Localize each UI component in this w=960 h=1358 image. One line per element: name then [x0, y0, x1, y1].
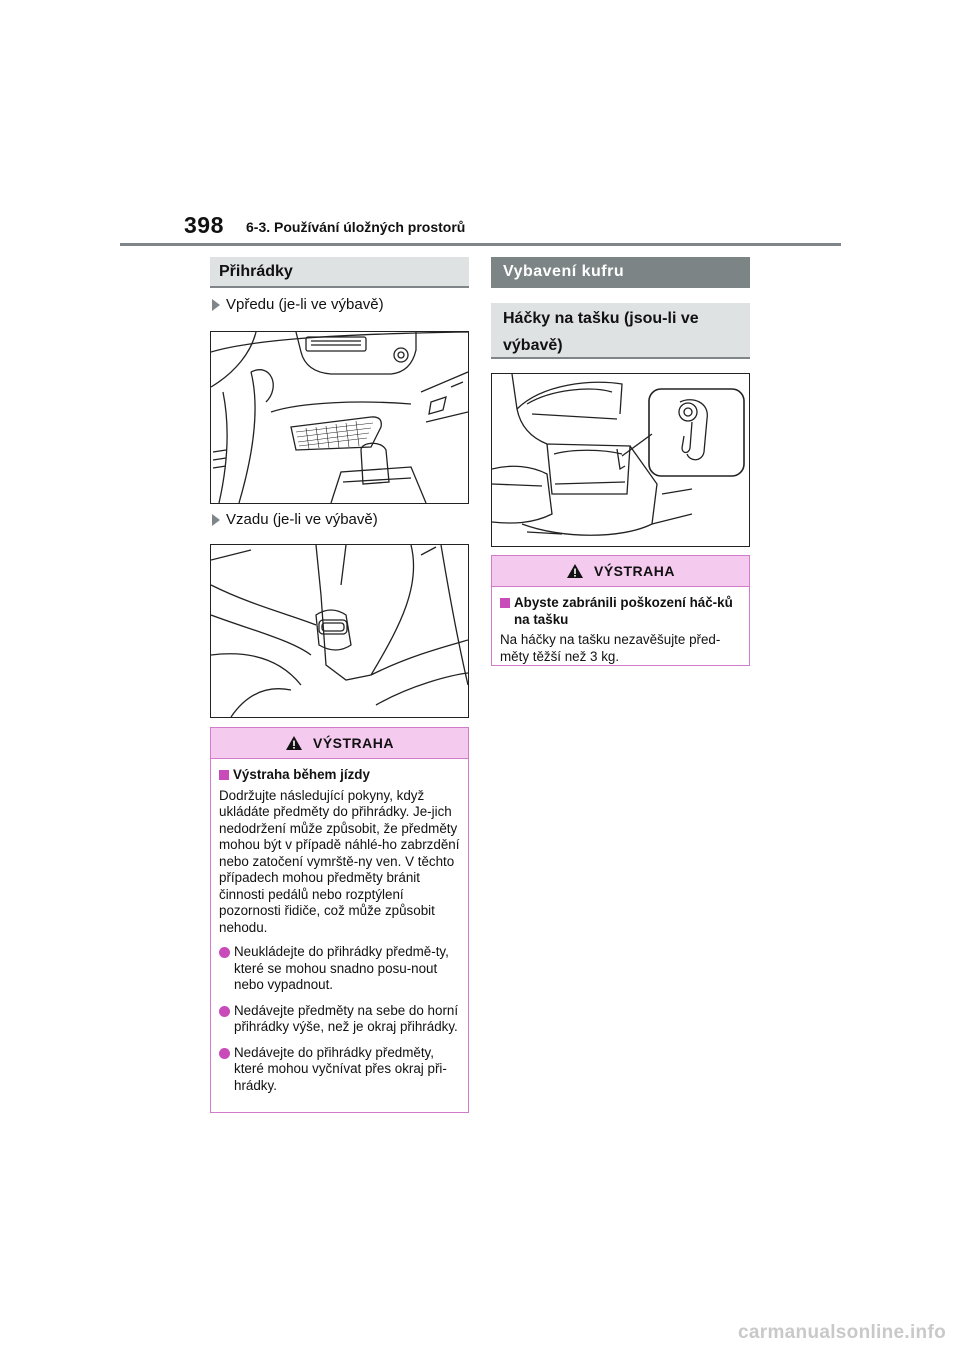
- trunk-drawing: [492, 374, 749, 546]
- warning-box-compartments: [210, 727, 469, 1113]
- warning-subhead: Výstraha během jízdy: [233, 767, 370, 782]
- circle-bullet-icon: [219, 947, 230, 958]
- section-title: 6-3. Používání úložných prostorů: [246, 219, 466, 235]
- trunk-bag-hook-illustration: [491, 373, 750, 547]
- subheading-bag-hooks: Háčky na tašku (jsou-li ve výbavě): [491, 303, 750, 359]
- arrow-right-icon: [212, 299, 220, 311]
- warning-bullet: [219, 944, 461, 994]
- front-label: Vpředu (je-li ve výbavě): [226, 296, 384, 313]
- warning-header: [211, 728, 468, 759]
- warning-title: VÝSTRAHA: [312, 735, 394, 751]
- front-label-item: [212, 296, 384, 313]
- warning-paragraph: Na háčky na tašku nezavěšujte před-měty těžší než 3 kg.: [500, 632, 721, 664]
- square-bullet-icon: [219, 770, 229, 780]
- warning-paragraph: Dodržujte následující pokyny, když ukládáte předměty do přihrádky. Je-jich nedodržení může způsobit, že předměty mohou být v případě náhlé-ho zabrzdění nebo zatočení vymrště-ny ven. V těchto případech mohou předměty bránit činnosti pedálů nebo rozptýlení pozornosti řidiče, což může způsobit nehodu.: [219, 787, 460, 935]
- rear-console-illustration: [210, 544, 469, 718]
- rear-console-drawing: [211, 545, 468, 717]
- header-rule: [120, 243, 841, 246]
- arrow-right-icon: [212, 514, 220, 526]
- warning-bullet-text: Nedávejte předměty na sebe do horní přihrádky výše, než je okraj přihrádky.: [234, 1002, 459, 1034]
- circle-bullet-icon: [219, 1048, 230, 1059]
- heading-vybaveni-kufru: Vybavení kufru: [491, 257, 750, 288]
- page-number: 398: [184, 212, 224, 238]
- warning-triangle-icon: [566, 563, 584, 579]
- warning-body: [211, 759, 468, 1109]
- warning-bullet-text: Nedávejte do přihrádky předměty, které mohou vyčnívat přes okraj při-hrádky.: [234, 1044, 447, 1093]
- warning-triangle-icon: [285, 735, 303, 751]
- circle-bullet-icon: [219, 1006, 230, 1017]
- heading-prihradky: Přihrádky: [210, 257, 469, 288]
- front-console-drawing: [211, 332, 468, 503]
- warning-body: [492, 587, 749, 679]
- warning-box-bag-hooks: [491, 555, 750, 666]
- warning-bullet: [219, 1003, 461, 1036]
- front-console-illustration: [210, 331, 469, 504]
- warning-header: [492, 556, 749, 587]
- square-bullet-icon: [500, 598, 510, 608]
- warning-bullet-text: Neukládejte do přihrádky předmě-ty, které se mohou snadno posu-nout nebo vypadnout.: [234, 944, 449, 992]
- warning-bullet: [219, 1045, 461, 1095]
- rear-label-item: [212, 511, 378, 528]
- warning-subhead: Abyste zabránili poškození háč-ků na tašku: [514, 595, 733, 627]
- warning-subhead-item: [219, 767, 461, 784]
- watermark: carmanualsonline.info: [738, 1322, 946, 1343]
- warning-title: VÝSTRAHA: [593, 563, 675, 579]
- rear-label: Vzadu (je-li ve výbavě): [226, 511, 378, 528]
- warning-subhead-item: [500, 595, 742, 628]
